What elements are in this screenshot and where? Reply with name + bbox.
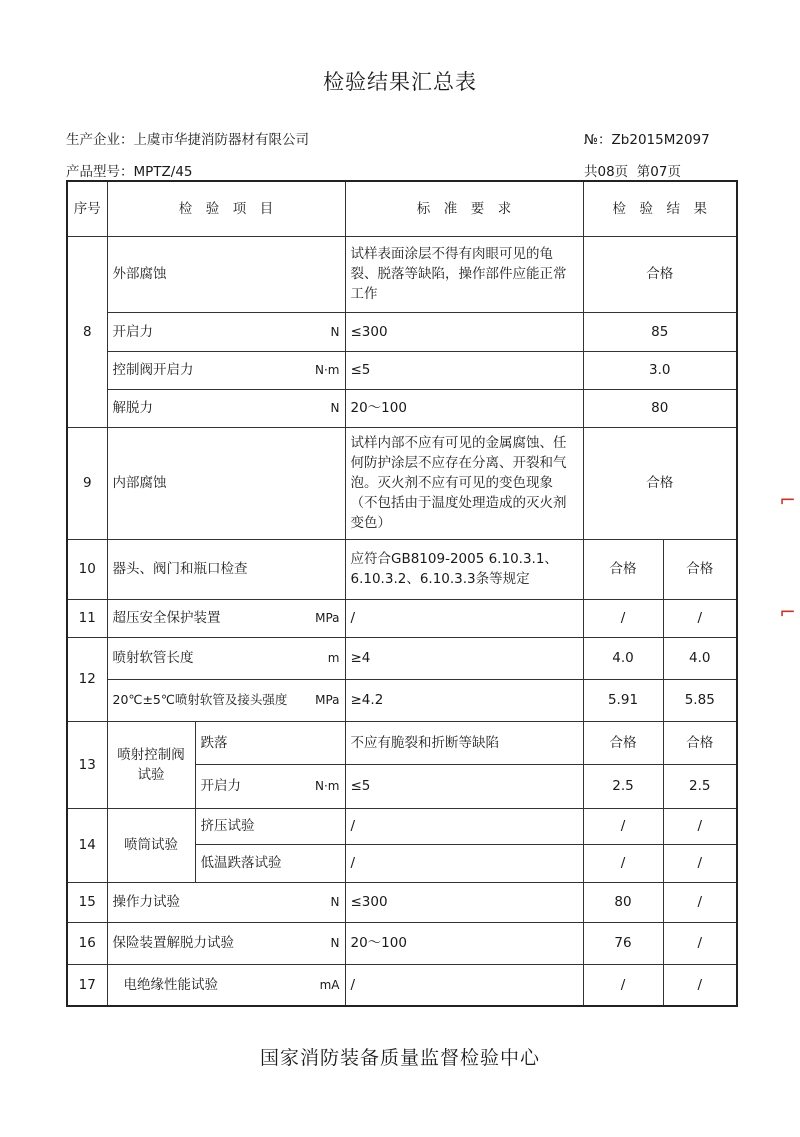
group-cell: 喷筒试验 bbox=[107, 808, 195, 882]
seq-cell: 16 bbox=[67, 922, 107, 964]
table-row bbox=[67, 312, 737, 351]
item-cell bbox=[107, 882, 345, 922]
item-cell bbox=[107, 599, 345, 637]
item-label: 电绝缘性能试验 bbox=[123, 976, 218, 993]
standard-cell: ≤5 bbox=[345, 351, 583, 389]
item-cell: 器头、阀门和瓶口检查 bbox=[107, 539, 345, 599]
seq-cell: 11 bbox=[67, 599, 107, 637]
result-cell: / bbox=[583, 844, 663, 882]
table-row bbox=[67, 236, 737, 312]
item-label: 解脱力 bbox=[112, 400, 153, 416]
model-value: MPTZ/45 bbox=[133, 164, 193, 180]
result-cell: / bbox=[663, 599, 737, 637]
item-cell bbox=[107, 312, 345, 351]
item-label: 超压安全保护装置 bbox=[112, 610, 221, 626]
header-item: 检 验 项 目 bbox=[107, 181, 345, 236]
item-label: 开启力 bbox=[112, 323, 153, 340]
result-cell: 5.91 bbox=[583, 679, 663, 721]
item-label: 操作力试验 bbox=[112, 894, 180, 910]
result-cell: 合格 bbox=[583, 236, 737, 312]
standard-cell: 20～100 bbox=[345, 922, 583, 964]
manufacturer-name: 上虞市华捷消防器材有限公司 bbox=[133, 132, 309, 148]
item-label: 喷射软管长度 bbox=[112, 650, 194, 666]
header-result: 检 验 结 果 bbox=[583, 181, 737, 236]
page-info bbox=[584, 160, 681, 180]
result-cell: 4.0 bbox=[663, 637, 737, 679]
seal-edge-mark: ⌐ bbox=[779, 600, 796, 624]
table-row bbox=[67, 679, 737, 721]
item-label: 控制阀开启力 bbox=[112, 362, 194, 378]
unit-label: N bbox=[330, 324, 340, 339]
result-cell: 80 bbox=[583, 389, 737, 427]
item-cell bbox=[195, 764, 345, 808]
standard-cell: 20～100 bbox=[345, 389, 583, 427]
seq-cell: 14 bbox=[67, 808, 107, 882]
result-cell: / bbox=[583, 808, 663, 844]
seal-edge-mark: ⌐ bbox=[779, 488, 796, 512]
table-row bbox=[67, 964, 737, 1006]
table-row bbox=[67, 427, 737, 539]
unit-label: mA bbox=[319, 977, 340, 992]
group-cell: 喷射控制阀试验 bbox=[107, 721, 195, 808]
header-standard: 标 准 要 求 bbox=[345, 181, 583, 236]
table-row bbox=[67, 922, 737, 964]
result-cell: / bbox=[663, 844, 737, 882]
standard-cell: ≤300 bbox=[345, 882, 583, 922]
table-row bbox=[67, 539, 737, 599]
table-row bbox=[67, 637, 737, 679]
result-cell: 合格 bbox=[583, 427, 737, 539]
table-header-row bbox=[67, 181, 737, 236]
unit-label: N bbox=[330, 895, 340, 909]
result-cell: 3.0 bbox=[583, 351, 737, 389]
item-label: 开启力 bbox=[200, 778, 241, 794]
seq-cell: 13 bbox=[67, 721, 107, 808]
unit-label: N·m bbox=[315, 779, 340, 793]
item-cell bbox=[107, 351, 345, 389]
standard-cell: ≤300 bbox=[345, 312, 583, 351]
unit-label: m bbox=[327, 651, 340, 665]
result-cell: 合格 bbox=[663, 539, 737, 599]
seq-cell: 8 bbox=[67, 236, 107, 427]
item-cell bbox=[107, 637, 345, 679]
item-cell: 低温跌落试验 bbox=[195, 844, 345, 882]
seq-cell: 12 bbox=[67, 637, 107, 721]
result-cell: / bbox=[663, 964, 737, 1006]
result-cell: / bbox=[663, 922, 737, 964]
result-cell: / bbox=[663, 808, 737, 844]
result-cell: 4.0 bbox=[583, 637, 663, 679]
table-row bbox=[67, 882, 737, 922]
result-cell: 合格 bbox=[583, 539, 663, 599]
item-cell: 外部腐蚀 bbox=[107, 236, 345, 312]
seq-cell: 15 bbox=[67, 882, 107, 922]
item-label: 保险装置解脱力试验 bbox=[112, 935, 234, 951]
seq-cell: 10 bbox=[67, 539, 107, 599]
unit-label: N bbox=[330, 936, 340, 950]
page-total: 共08页 bbox=[584, 164, 629, 180]
issuer-footer: 国家消防装备质量监督检验中心 bbox=[259, 1047, 540, 1069]
page-title: 检验结果汇总表 bbox=[323, 70, 477, 94]
result-cell: 2.5 bbox=[583, 764, 663, 808]
standard-cell: 不应有脆裂和折断等缺陷 bbox=[345, 721, 583, 764]
standard-cell: ≥4.2 bbox=[345, 679, 583, 721]
standard-cell: ≤5 bbox=[345, 764, 583, 808]
result-cell: 2.5 bbox=[663, 764, 737, 808]
standard-cell: ≥4 bbox=[345, 637, 583, 679]
unit-label: MPa bbox=[315, 611, 340, 625]
standard-cell: / bbox=[345, 599, 583, 637]
result-cell: / bbox=[583, 599, 663, 637]
result-cell: 5.85 bbox=[663, 679, 737, 721]
seq-cell: 9 bbox=[67, 427, 107, 539]
unit-label: N·m bbox=[315, 363, 340, 377]
result-cell: 85 bbox=[583, 312, 737, 351]
item-cell bbox=[107, 679, 345, 721]
header-seq: 序号 bbox=[67, 181, 107, 236]
results-table bbox=[66, 180, 738, 1007]
standard-cell: / bbox=[345, 844, 583, 882]
unit-label: N bbox=[330, 401, 340, 415]
standard-cell: 应符合GB8109-2005 6.10.3.1、6.10.3.2、6.10.3.3条等规定 bbox=[345, 539, 583, 599]
result-cell: / bbox=[663, 882, 737, 922]
item-cell bbox=[107, 389, 345, 427]
table-row bbox=[67, 721, 737, 764]
model-label: 产品型号： bbox=[66, 164, 134, 180]
standard-cell: / bbox=[345, 964, 583, 1006]
seq-cell: 17 bbox=[67, 964, 107, 1006]
standard-cell: 试样表面涂层不得有肉眼可见的龟裂、脱落等缺陷，操作部件应能正常工作 bbox=[345, 236, 583, 312]
page-number: 第07页 bbox=[636, 164, 681, 180]
table-row bbox=[67, 351, 737, 389]
manufacturer-label: 生产企业： bbox=[66, 132, 134, 148]
result-cell: 80 bbox=[583, 882, 663, 922]
standard-cell: 试样内部不应有可见的金属腐蚀、任何防护涂层不应存在分离、开裂和气泡。灭火剂不应有可见的变色现象（不包括由于温度处理造成的灭火剂变色） bbox=[345, 427, 583, 539]
item-cell bbox=[107, 922, 345, 964]
result-cell: 合格 bbox=[583, 721, 663, 764]
report-number: №：Zb2015M2097 bbox=[584, 132, 710, 148]
result-cell: 76 bbox=[583, 922, 663, 964]
table-row bbox=[67, 599, 737, 637]
item-cell bbox=[107, 964, 345, 1006]
standard-cell: / bbox=[345, 808, 583, 844]
result-cell: / bbox=[583, 964, 663, 1006]
item-cell: 跌落 bbox=[195, 721, 345, 764]
manufacturer-line bbox=[66, 128, 309, 148]
model-line bbox=[66, 160, 193, 180]
unit-label: MPa bbox=[315, 693, 340, 707]
table-row bbox=[67, 389, 737, 427]
item-label: 20℃±5℃喷射软管及接头强度 bbox=[112, 692, 288, 707]
item-cell: 挤压试验 bbox=[195, 808, 345, 844]
table-row bbox=[67, 808, 737, 844]
result-cell: 合格 bbox=[663, 721, 737, 764]
item-cell: 内部腐蚀 bbox=[107, 427, 345, 539]
